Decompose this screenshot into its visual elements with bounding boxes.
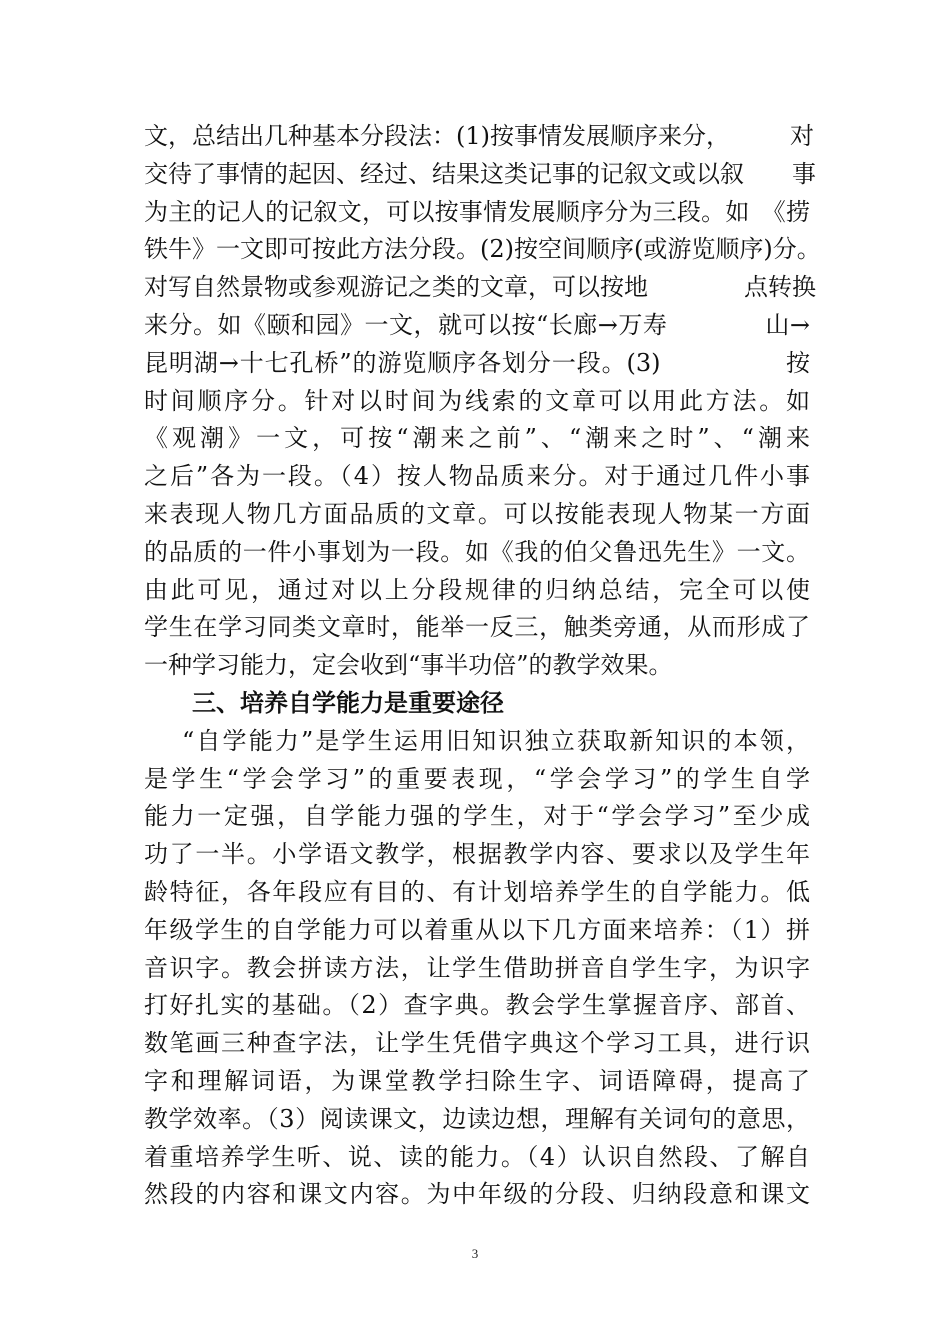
body-text bbox=[144, 118, 821, 1214]
text-line: 能力一定强，自学能力强的学生，对于“学会学习”至少成 bbox=[144, 802, 810, 831]
text-line: 铁牛》一文即可按此方法分段。(2)按空间顺序(或游览顺序)分。 bbox=[144, 235, 821, 264]
text-line: 打好扎实的基础。（2）查字典。教会学生掌握音序、部首、 bbox=[144, 991, 810, 1020]
text-line: 一种学习能力，定会收到“事半功倍”的教学效果。 bbox=[144, 651, 673, 680]
text-line: 教学效率。（3）阅读课文，边读边想，理解有关词句的意思， bbox=[144, 1104, 810, 1133]
text-line: 来表现人物几方面品质的文章。可以按能表现人物某一方面 bbox=[144, 499, 810, 528]
text-line: 时间顺序分。针对以时间为线索的文章可以用此方法。如 bbox=[144, 386, 810, 415]
text-line: 昆明湖→十七孔桥”的游览顺序各划分一段。(3) 按 bbox=[144, 348, 810, 377]
text-line: 功了一半。小学语文教学，根据教学内容、要求以及学生年 bbox=[144, 840, 810, 869]
text-line: 着重培养学生听、说、读的能力。（4）认识自然段、了解自 bbox=[144, 1142, 810, 1171]
text-line: 龄特征，各年段应有目的、有计划培养学生的自学能力。低 bbox=[144, 877, 810, 906]
text-line: 交待了事情的起因、经过、结果这类记事的记叙文或以叙 事 bbox=[144, 159, 816, 188]
text-line: 然段的内容和课文内容。为中年级的分段、归纳段意和课文 bbox=[144, 1180, 810, 1209]
text-line: 《观潮》一文，可按“潮来之前”、“潮来之时”、“潮来 bbox=[144, 424, 810, 453]
text-line: 学生在学习同类文章时，能举一反三，触类旁通，从而形成了 bbox=[144, 613, 810, 642]
text-line: 音识字。教会拼读方法，让学生借助拼音自学生字，为识字 bbox=[144, 953, 810, 982]
text-line: 来分。如《颐和园》一文，就可以按“长廊→万寿 山→ bbox=[144, 310, 810, 339]
text-line: 为主的记人的记叙文，可以按事情发展顺序分为三段。如 《捞 bbox=[144, 197, 810, 226]
text-line: 数笔画三种查字法，让学生凭借字典这个学习工具，进行识 bbox=[144, 1029, 810, 1058]
text-line: 年级学生的自学能力可以着重从以下几方面来培养：（1）拼 bbox=[144, 915, 810, 944]
text-line: 之后”各为一段。（4）按人物品质来分。对于通过几件小事 bbox=[144, 462, 810, 491]
text-line: 是学生“学会学习”的重要表现，“学会学习”的学生自学 bbox=[144, 764, 810, 793]
text-line: “自学能力”是学生运用旧知识独立获取新知识的本领， bbox=[182, 726, 810, 755]
section-heading: 三、培养自学能力是重要途径 bbox=[192, 688, 504, 717]
text-line: 对写自然景物或参观游记之类的文章，可以按地 点转换 bbox=[144, 273, 816, 302]
text-line: 文，总结出几种基本分段法：(1)按事情发展顺序来分， 对 bbox=[144, 122, 814, 150]
page-number: 3 bbox=[471, 1246, 479, 1261]
text-line: 的品质的一件小事划为一段。如《我的伯父鲁迅先生》一文。 bbox=[144, 537, 810, 566]
text-line: 字和理解词语，为课堂教学扫除生字、词语障碍，提高了 bbox=[144, 1066, 810, 1095]
text-line: 由此可见，通过对以上分段规律的归纳总结，完全可以使 bbox=[144, 575, 810, 604]
